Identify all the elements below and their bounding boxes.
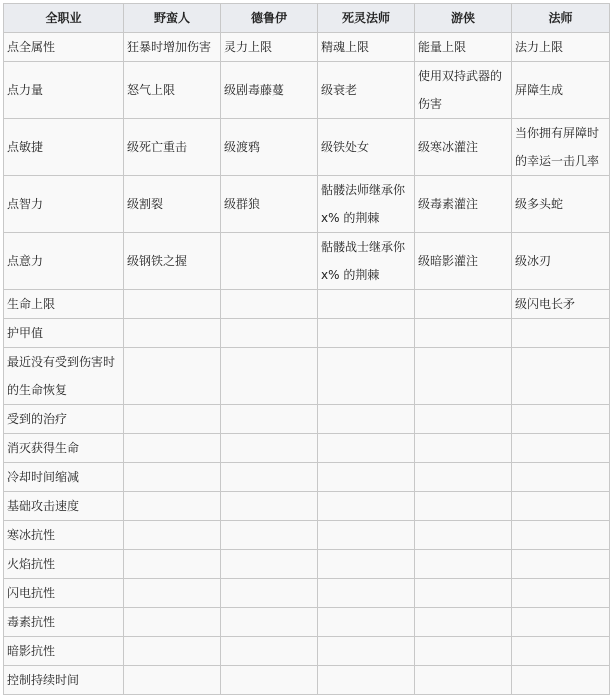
table-cell [318, 637, 415, 666]
cell-text: 点意力 [7, 254, 44, 268]
cell-text: 点敏捷 [7, 140, 44, 154]
table-cell [512, 319, 610, 348]
column-header: 德鲁伊 [221, 4, 318, 33]
cell-text: 级暗影灌注 [418, 254, 479, 268]
table-cell [318, 550, 415, 579]
row-label-cell [4, 348, 124, 405]
table-cell [512, 405, 610, 434]
table-cell [318, 608, 415, 637]
table-cell [124, 319, 221, 348]
cell-text: 级冰刃 [515, 254, 552, 268]
cell-text: 暗影抗性 [7, 644, 56, 658]
cell-text: 护甲值 [7, 326, 44, 340]
table-cell [318, 290, 415, 319]
cell-text: 火焰抗性 [7, 557, 56, 571]
table-cell [124, 176, 221, 233]
table-cell [415, 463, 512, 492]
table-cell [124, 550, 221, 579]
row-label-cell [4, 637, 124, 666]
cell-text: 级衰老 [321, 83, 358, 97]
table-row [4, 434, 610, 463]
table-cell [415, 492, 512, 521]
table-cell [415, 319, 512, 348]
row-label-cell [4, 550, 124, 579]
cell-text: 闪电抗性 [7, 586, 56, 600]
table-row [4, 176, 610, 233]
column-header: 野蛮人 [124, 4, 221, 33]
table-cell [318, 62, 415, 119]
table-cell [221, 434, 318, 463]
cell-text: 精魂上限 [321, 40, 370, 54]
table-cell [124, 521, 221, 550]
table-cell [415, 608, 512, 637]
row-label-cell [4, 119, 124, 176]
table-cell [318, 463, 415, 492]
table-row [4, 637, 610, 666]
table-cell [318, 405, 415, 434]
table-row [4, 62, 610, 119]
table-cell [318, 434, 415, 463]
table-cell [221, 119, 318, 176]
table-cell [318, 579, 415, 608]
table-cell [221, 233, 318, 290]
cell-text: 毒素抗性 [7, 615, 56, 629]
cell-text: 寒冰抗性 [7, 528, 56, 542]
cell-text: 冷却时间缩减 [7, 470, 80, 484]
table-row [4, 405, 610, 434]
cell-text: 当你拥有屏障时的幸运一击几率 [515, 126, 600, 168]
table-cell [124, 119, 221, 176]
table-row [4, 550, 610, 579]
table-cell [124, 33, 221, 62]
table-cell [221, 579, 318, 608]
table-cell [124, 579, 221, 608]
cell-text: 级渡鸦 [224, 140, 261, 154]
table-cell [221, 521, 318, 550]
cell-text: 点智力 [7, 197, 44, 211]
table-row [4, 348, 610, 405]
cell-text: 狂暴时增加伤害 [127, 40, 212, 54]
table-cell [221, 608, 318, 637]
class-attribute-table [3, 3, 610, 695]
row-label-cell [4, 463, 124, 492]
cell-text: 级铁处女 [321, 140, 370, 154]
table-row [4, 119, 610, 176]
column-header: 死灵法师 [318, 4, 415, 33]
table-cell [415, 550, 512, 579]
table-cell [124, 62, 221, 119]
table-cell [415, 176, 512, 233]
table-cell [221, 62, 318, 119]
cell-text: 使用双持武器的伤害 [418, 69, 503, 111]
row-label-cell [4, 492, 124, 521]
table-cell [415, 119, 512, 176]
table-cell [124, 608, 221, 637]
table-cell [512, 176, 610, 233]
table-cell [415, 521, 512, 550]
table-row [4, 233, 610, 290]
row-label-cell [4, 579, 124, 608]
table-cell [318, 119, 415, 176]
table-cell [512, 434, 610, 463]
cell-text: 点力量 [7, 83, 44, 97]
cell-text: 基础攻击速度 [7, 499, 80, 513]
table-cell [415, 405, 512, 434]
table-header-row [4, 4, 610, 33]
cell-text: 消灭获得生命 [7, 441, 80, 455]
table-cell [221, 290, 318, 319]
table-row [4, 666, 610, 695]
table-cell [512, 550, 610, 579]
column-header: 全职业 [4, 4, 124, 33]
table-cell [415, 666, 512, 695]
table-cell [415, 233, 512, 290]
table-cell [512, 33, 610, 62]
table-cell [415, 62, 512, 119]
table-row [4, 33, 610, 62]
row-label-cell [4, 62, 124, 119]
cell-text: 控制持续时间 [7, 673, 80, 687]
table-row [4, 521, 610, 550]
table-cell [512, 579, 610, 608]
table-cell [512, 666, 610, 695]
table-cell [221, 176, 318, 233]
table-cell [221, 348, 318, 405]
table-cell [512, 62, 610, 119]
cell-text: 级毒素灌注 [418, 197, 479, 211]
table-cell [221, 492, 318, 521]
table-cell [318, 233, 415, 290]
cell-text: 点全属性 [7, 40, 56, 54]
cell-text: 级死亡重击 [127, 140, 188, 154]
table-cell [221, 550, 318, 579]
cell-text: 级闪电长矛 [515, 297, 576, 311]
table-cell [221, 319, 318, 348]
table-cell [512, 521, 610, 550]
table-cell [221, 637, 318, 666]
table-cell [415, 637, 512, 666]
table-row [4, 290, 610, 319]
table-cell [512, 608, 610, 637]
cell-text: 最近没有受到伤害时的生命恢复 [7, 355, 116, 397]
row-label-cell [4, 434, 124, 463]
row-label-cell [4, 233, 124, 290]
table-cell [221, 33, 318, 62]
table-cell [124, 463, 221, 492]
table-cell [512, 290, 610, 319]
table-cell [318, 348, 415, 405]
cell-text: 级多头蛇 [515, 197, 564, 211]
table-cell [318, 176, 415, 233]
row-label-cell [4, 405, 124, 434]
row-label-cell [4, 521, 124, 550]
cell-text: 受到的治疗 [7, 412, 68, 426]
cell-text: 能量上限 [418, 40, 467, 54]
table-cell [512, 637, 610, 666]
table-cell [124, 637, 221, 666]
row-label-cell [4, 666, 124, 695]
table-cell [318, 319, 415, 348]
table-row [4, 463, 610, 492]
table-row [4, 608, 610, 637]
table-cell [124, 290, 221, 319]
row-label-cell [4, 176, 124, 233]
cell-text: 屏障生成 [515, 83, 564, 97]
table-cell [318, 521, 415, 550]
table-row [4, 579, 610, 608]
table-cell [124, 348, 221, 405]
table-cell [318, 666, 415, 695]
cell-text: 骷髅战士继承你x% 的荆棘 [321, 240, 406, 282]
table-cell [124, 434, 221, 463]
cell-text: 级钢铁之握 [127, 254, 188, 268]
table-cell [124, 492, 221, 521]
table-cell [415, 434, 512, 463]
row-label-cell [4, 33, 124, 62]
row-label-cell [4, 319, 124, 348]
table-row [4, 492, 610, 521]
table-cell [512, 463, 610, 492]
table-row [4, 319, 610, 348]
cell-text: 级割裂 [127, 197, 164, 211]
cell-text: 法力上限 [515, 40, 564, 54]
table-cell [415, 33, 512, 62]
table-cell [124, 233, 221, 290]
table-cell [124, 405, 221, 434]
cell-text: 灵力上限 [224, 40, 273, 54]
table-cell [221, 405, 318, 434]
table-cell [512, 492, 610, 521]
table-cell [221, 463, 318, 492]
table-cell [512, 233, 610, 290]
table-cell [512, 348, 610, 405]
table-cell [415, 348, 512, 405]
cell-text: 怒气上限 [127, 83, 176, 97]
cell-text: 级寒冰灌注 [418, 140, 479, 154]
row-label-cell [4, 608, 124, 637]
cell-text: 生命上限 [7, 297, 56, 311]
cell-text: 级剧毒藤蔓 [224, 83, 285, 97]
table-cell [415, 579, 512, 608]
table-cell [415, 290, 512, 319]
table-cell [124, 666, 221, 695]
cell-text: 级群狼 [224, 197, 261, 211]
column-header: 游侠 [415, 4, 512, 33]
table-cell [318, 492, 415, 521]
table-cell [512, 119, 610, 176]
table-cell [318, 33, 415, 62]
row-label-cell [4, 290, 124, 319]
table-cell [221, 666, 318, 695]
cell-text: 骷髅法师继承你x% 的荆棘 [321, 183, 406, 225]
column-header: 法师 [512, 4, 610, 33]
